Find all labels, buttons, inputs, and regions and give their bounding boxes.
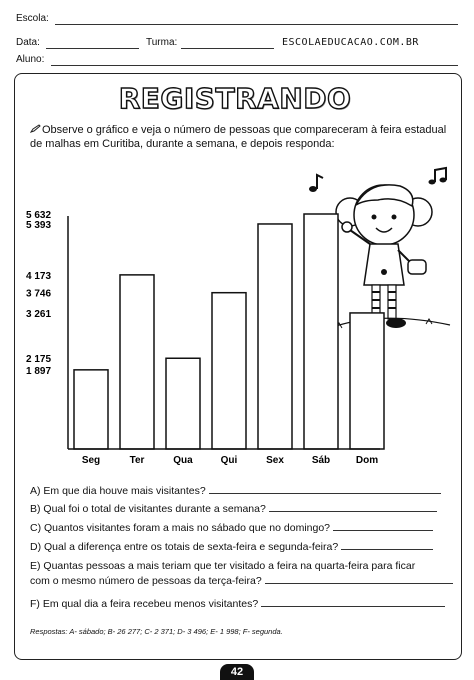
answer-key: Respostas: A- sábado; B- 26 277; C- 2 371; D- 3 496; E- 1 998; F- segunda. xyxy=(30,627,283,636)
school-field-line xyxy=(55,24,458,25)
worksheet-title xyxy=(110,82,360,115)
x-tick-label: Ter xyxy=(129,455,145,466)
y-tick-label: 1 897 xyxy=(26,365,52,377)
x-tick-label: Sáb xyxy=(311,455,331,466)
x-tick-label: Qua xyxy=(173,455,193,466)
instructions-text: Observe o gráfico e veja o número de pessoas que compareceram à feira estadual de malhas em Curitiba, durante a semana, e depois responda: xyxy=(30,124,447,150)
question-c: C) Quantos visitantes foram a mais no sábado que no domingo? xyxy=(30,521,433,535)
x-tick-label: Qui xyxy=(220,455,238,466)
page-number: 42 xyxy=(220,664,254,680)
question-e: E) Quantas pessoas a mais teriam que ter visitado a feira na quarta-feira para ficar xyxy=(30,560,416,572)
site-name: ESCOLAEDUCACAO.COM.BR xyxy=(282,37,419,48)
school-label: Escola: xyxy=(16,13,49,24)
answer-line[interactable] xyxy=(265,582,453,584)
x-tick-label: Seg xyxy=(81,455,101,466)
answer-line[interactable] xyxy=(333,529,433,531)
bar-sex xyxy=(258,224,292,449)
y-tick-label: 5 393 xyxy=(26,219,52,231)
pencil-icon xyxy=(30,123,42,137)
date-field-line xyxy=(46,48,139,49)
y-tick-label: 2 175 xyxy=(26,354,52,366)
question-e-continued: com o mesmo número de pessoas da terça-feira? xyxy=(30,574,453,588)
bar-qua xyxy=(166,358,200,449)
question-a: A) Em que dia houve mais visitantes? xyxy=(30,484,441,498)
class-label: Turma: xyxy=(146,37,178,48)
y-tick-label: 3 746 xyxy=(26,288,52,300)
answer-line[interactable] xyxy=(209,492,441,494)
bar-qui xyxy=(212,293,246,449)
answer-line[interactable] xyxy=(341,548,433,550)
date-label: Data: xyxy=(16,37,40,48)
title-text: REGISTRANDO xyxy=(118,82,352,115)
student-field-line xyxy=(51,65,458,66)
y-tick-label: 3 261 xyxy=(26,308,52,320)
bar-sáb xyxy=(304,214,338,449)
class-field-line xyxy=(181,48,274,49)
bar-ter xyxy=(120,275,154,449)
bar-seg xyxy=(74,370,108,449)
y-tick-label: 4 173 xyxy=(26,270,52,282)
question-f: F) Em qual dia a feira recebeu menos visitantes? xyxy=(30,597,445,611)
question-d: D) Qual a diferença entre os totais de sexta-feira e segunda-feira? xyxy=(30,540,433,554)
question-b: B) Qual foi o total de visitantes durante a semana? xyxy=(30,502,437,516)
x-tick-label: Sex xyxy=(266,455,284,466)
y-tick-label: 5 632 xyxy=(26,210,52,221)
bar-dom xyxy=(350,313,384,449)
answer-line[interactable] xyxy=(269,510,437,512)
student-label: Aluno: xyxy=(16,54,45,65)
bar-chart xyxy=(18,200,388,470)
instructions xyxy=(30,123,450,151)
answer-line[interactable] xyxy=(261,605,445,607)
x-tick-label: Dom xyxy=(355,455,379,466)
